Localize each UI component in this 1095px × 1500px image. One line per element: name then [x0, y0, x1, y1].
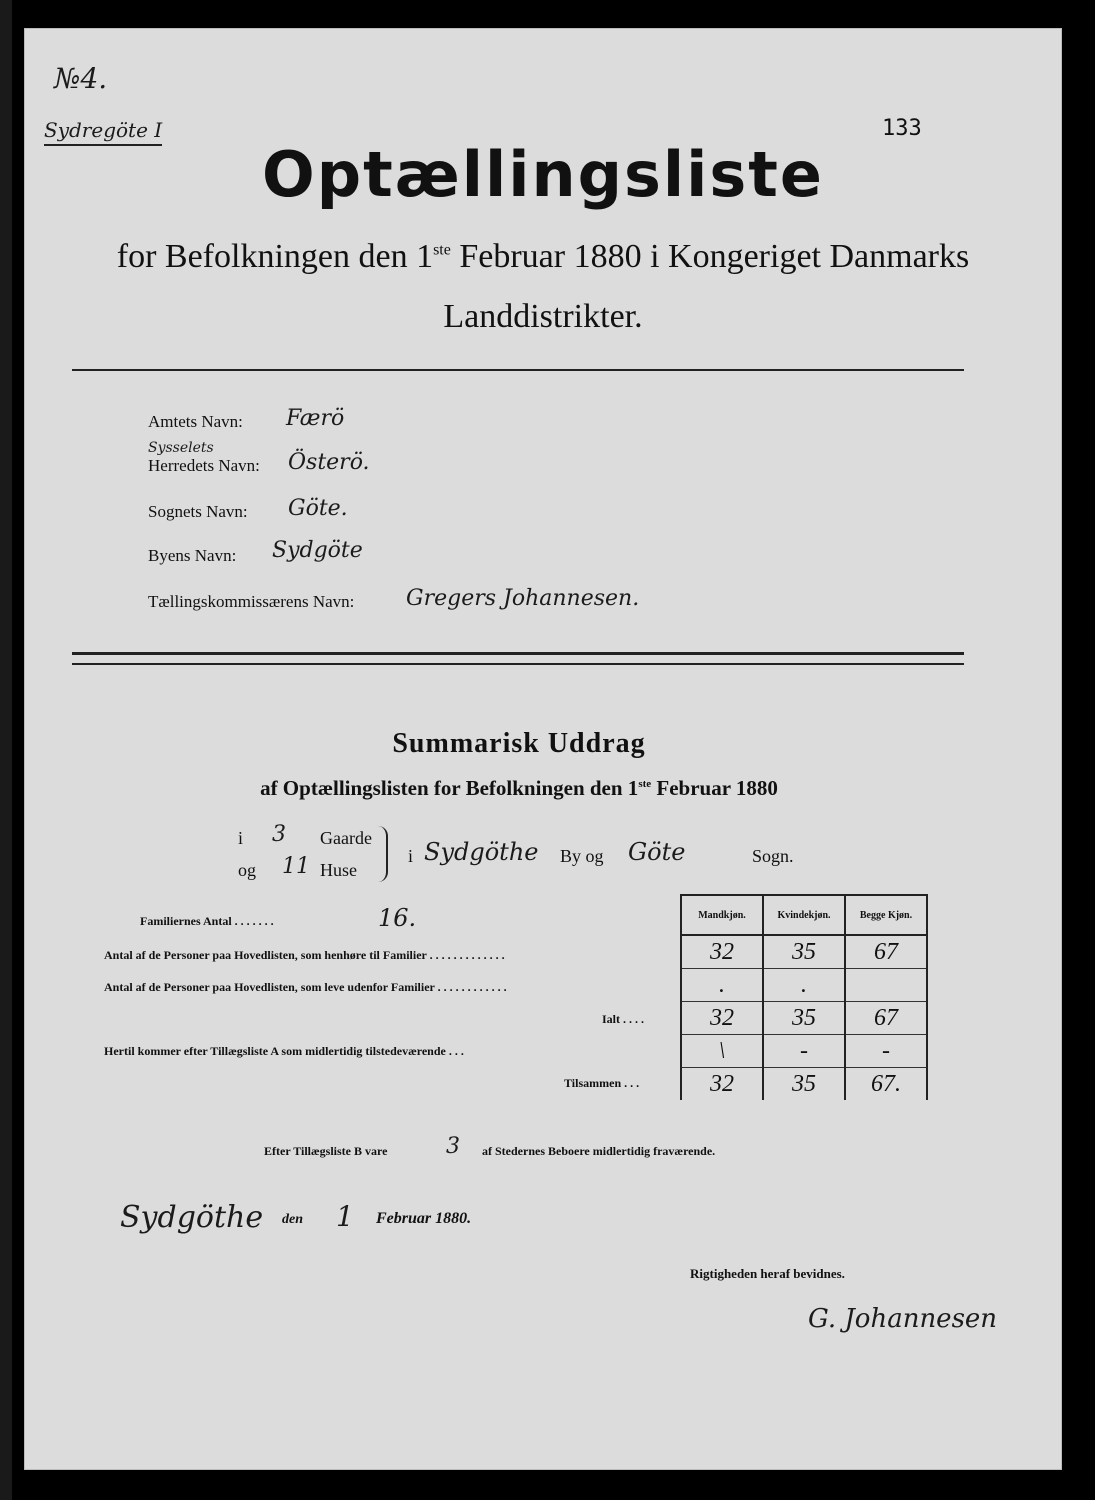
book-spine [0, 0, 12, 1500]
row-label-2: Ialt . . . . [602, 1012, 644, 1026]
day-value: 1 [336, 1200, 354, 1233]
by-value: Sydgöte [272, 538, 363, 563]
sogn-label: Sognets Navn: [148, 502, 248, 521]
signature: G. Johannesen [808, 1304, 998, 1334]
cell-k: - [763, 1035, 845, 1068]
cell-m: . [681, 969, 763, 1002]
row-label-4: Tilsammen . . . [564, 1076, 640, 1090]
col-begge: Begge Kjøn. [845, 895, 927, 935]
summary-title: Summarisk Uddrag [392, 728, 646, 759]
cell-m: 32 [681, 1002, 763, 1035]
summary-subtitle [24, 776, 1014, 801]
cell-k: 35 [763, 935, 845, 969]
date-label: Februar 1880. [376, 1210, 472, 1227]
cell-k: 35 [763, 1002, 845, 1035]
certification-label: Rigtigheden heraf bevidnes. [690, 1266, 845, 1281]
cell-b: - [845, 1035, 927, 1068]
cell-b: 67. [845, 1068, 927, 1101]
summary-subtitle-pre: af Optællingslisten for Befolkningen den 1 [260, 776, 639, 800]
summary-by-label: By og [560, 846, 604, 866]
kommissaer-label: Tællingskommissærens Navn: [148, 592, 355, 611]
herred-note: Sysselets [148, 440, 214, 456]
amt-label: Amtets Navn: [148, 412, 243, 431]
divider-top [72, 369, 964, 371]
gaarde-value: 3 [272, 822, 286, 847]
archive-label: Sydregöte I [44, 118, 162, 146]
col-mandkjon: Mandkjøn. [681, 895, 763, 935]
subtitle-sup: ste [433, 241, 451, 259]
cell-b: 67 [845, 1002, 927, 1035]
form-subtitle-2: Landdistrikter. [443, 298, 643, 335]
table-row [681, 1035, 927, 1068]
col-kvindekjon: Kvindekjøn. [763, 895, 845, 935]
cell-b: 67 [845, 935, 927, 969]
brace [378, 826, 388, 882]
amt-value: Færö [286, 406, 345, 431]
familier-label: Familiernes Antal . . . . . . . [140, 914, 274, 928]
form-subtitle [24, 238, 1062, 276]
herred-label: Herredets Navn: [148, 456, 260, 475]
table-row [681, 1068, 927, 1101]
tillaeg-b-value: 3 [446, 1134, 460, 1159]
place-value: Sydgöthe [120, 1200, 264, 1235]
cell-b [845, 969, 927, 1002]
summary-by-value: Sydgöthe [424, 838, 539, 866]
familier-value: 16. [378, 904, 417, 932]
summary-subtitle-sup: ste [638, 778, 652, 790]
archive-number: №4. [54, 62, 108, 95]
og-label: og [238, 860, 256, 880]
by-label: Byens Navn: [148, 546, 237, 565]
cell-k: 35 [763, 1068, 845, 1101]
table-row [681, 969, 927, 1002]
summary-sogn-label: Sogn. [752, 846, 794, 866]
page-number: 133 [882, 116, 922, 141]
table-row [681, 935, 927, 969]
cell-k: . [763, 969, 845, 1002]
den-label: den [282, 1212, 303, 1227]
summary-sogn-value: Göte [628, 838, 686, 866]
cell-m: 32 [681, 1068, 763, 1101]
i-label: i [238, 828, 244, 848]
count-table [680, 894, 928, 1100]
form-title: Optællingsliste [262, 138, 824, 211]
census-form-page [24, 28, 1062, 1470]
tillaeg-b-post: af Stedernes Beboere midlertidig fraværende. [482, 1144, 716, 1158]
kommissaer-value: Gregers Johannesen. [406, 586, 640, 611]
huse-label: Huse [320, 860, 357, 880]
row-label-1: Antal af de Personer paa Hovedlisten, som leve udenfor Familier . . . . . . . . . . . . [104, 980, 507, 994]
herred-value: Österö. [288, 450, 370, 475]
row-label-0: Antal af de Personer paa Hovedlisten, som henhøre til Familier . . . . . . . . . . . . . [104, 948, 505, 962]
summary-subtitle-post: Februar 1880 [651, 776, 778, 800]
i2-label: i [408, 846, 414, 866]
cell-m: 32 [681, 935, 763, 969]
table-header-row [681, 895, 927, 935]
huse-value: 11 [282, 854, 310, 879]
row-label-3: Hertil kommer efter Tillægsliste A som midlertidig tilstedeværende . . . [104, 1044, 464, 1058]
cell-m: \ [681, 1035, 763, 1068]
subtitle-pre: for Befolkningen den 1 [116, 238, 434, 275]
divider-double [72, 652, 964, 665]
tillaeg-b-pre: Efter Tillægsliste B vare [264, 1144, 388, 1158]
gaarde-label: Gaarde [320, 828, 372, 848]
sogn-value: Göte. [288, 496, 348, 521]
subtitle-post: Februar 1880 i Kongeriget Danmarks [450, 238, 970, 275]
table-row [681, 1002, 927, 1035]
